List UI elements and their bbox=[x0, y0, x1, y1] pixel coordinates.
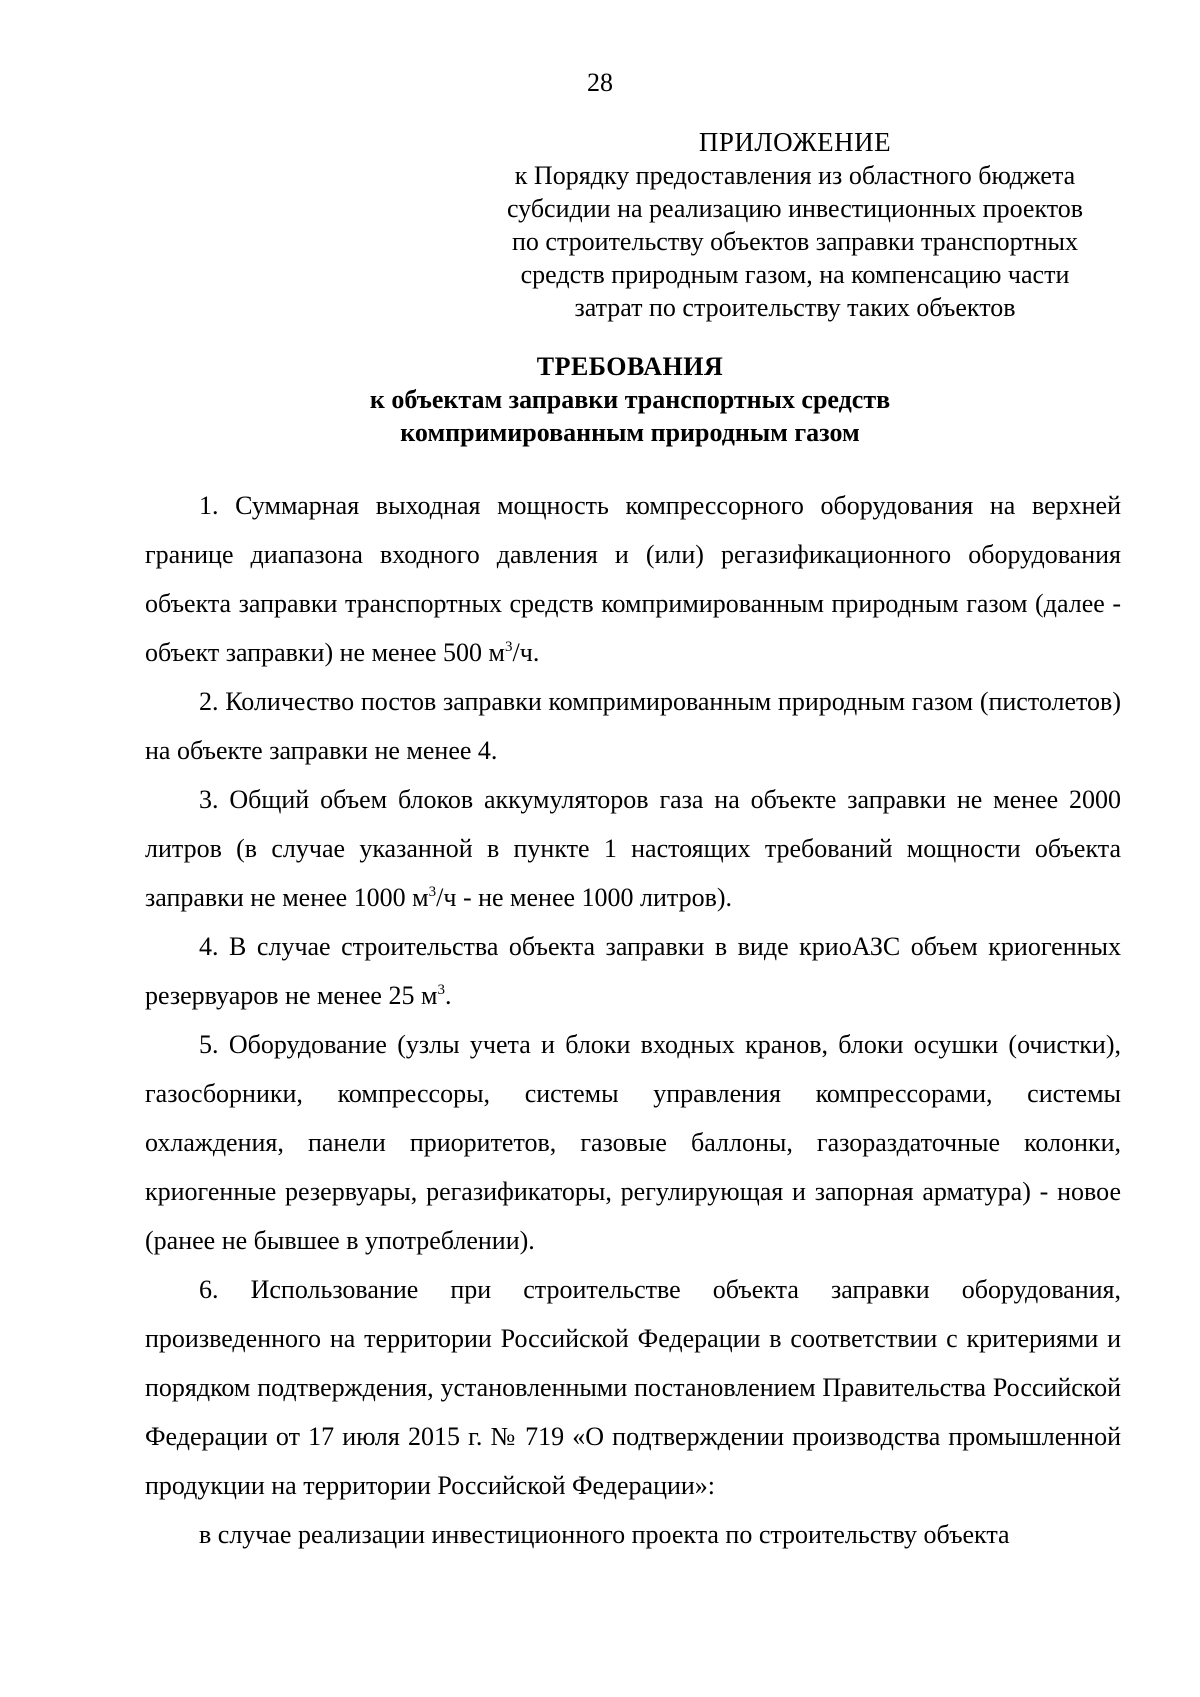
requirement-item-4 bbox=[145, 922, 1121, 1020]
appendix-block bbox=[465, 126, 1125, 324]
item-text: Использование при строительстве объекта заправки оборудования, произведенного на территории Российской Федерации в соответствии с критериями и порядком подтверждения, установленными постановлением Правительства Российской Федерации от 17 июля 2015 г. № 719 «О подтверждении производства промышленной продукции на территории Российской Федерации»: bbox=[145, 1275, 1122, 1500]
superscript: 3 bbox=[428, 884, 437, 900]
item-number: 2. bbox=[199, 687, 219, 716]
requirement-item-3 bbox=[145, 775, 1121, 922]
document-heading bbox=[140, 350, 1120, 449]
heading-subtitle-line-2: компримированным природным газом bbox=[400, 418, 860, 447]
item-text-tail: . bbox=[444, 981, 452, 1010]
heading-title: ТРЕБОВАНИЯ bbox=[536, 352, 724, 381]
superscript: 3 bbox=[437, 982, 445, 998]
appendix-line: по строительству объектов заправки транспортных bbox=[512, 227, 1078, 256]
requirement-item-1 bbox=[145, 481, 1121, 677]
item-number: 6. bbox=[199, 1275, 219, 1304]
appendix-line: затрат по строительству таких объектов bbox=[574, 293, 1016, 322]
page-number: 28 bbox=[587, 68, 613, 97]
item-text: Общий объем блоков аккумуляторов газа на объекте заправки не менее 2000 литров (в случае указанной в пункте 1 настоящих требований мощности объекта заправки не менее 1000 м bbox=[145, 785, 1121, 912]
item-text-tail: /ч - не менее 1000 литров). bbox=[436, 883, 733, 912]
item-number: 3. bbox=[199, 785, 219, 814]
item-text: Суммарная выходная мощность компрессорного оборудования на верхней границе диапазона входного давления и (или) регазификационного оборудования объекта заправки транспортных средств компримированным природным газом (далее - объект заправки) не менее 500 м bbox=[145, 491, 1121, 667]
item-number: 1. bbox=[199, 491, 219, 520]
item-text: Количество постов заправки компримированным природным газом (пистолетов) на объекте заправки не менее 4. bbox=[145, 687, 1121, 765]
requirement-item-6 bbox=[145, 1265, 1121, 1510]
appendix-line: к Порядку предоставления из областного бюджета bbox=[514, 161, 1076, 190]
continuation-paragraph: в случае реализации инвестиционного проекта по строительству объекта bbox=[199, 1520, 1010, 1549]
heading-subtitle-line-1: к объектам заправки транспортных средств bbox=[369, 385, 891, 414]
superscript: 3 bbox=[505, 639, 513, 655]
item-number: 5. bbox=[199, 1030, 219, 1059]
appendix-line: субсидии на реализацию инвестиционных проектов bbox=[506, 194, 1084, 223]
item-text-tail: /ч. bbox=[512, 638, 540, 667]
item-text: В случае строительства объекта заправки в виде криоАЗС объем криогенных резервуаров не менее 25 м bbox=[145, 932, 1122, 1010]
requirement-item-5 bbox=[145, 1020, 1121, 1265]
appendix-line: средств природным газом, на компенсацию части bbox=[520, 260, 1070, 289]
appendix-title: ПРИЛОЖЕНИЕ bbox=[698, 127, 892, 157]
item-number: 4. bbox=[199, 932, 219, 961]
item-text: Оборудование (узлы учета и блоки входных кранов, блоки осушки (очистки), газосборники, компрессоры, системы управления компрессорами, системы охлаждения, панели приоритетов, газовые баллоны, газораздаточные колонки, криогенные резервуары, регазификаторы, регулирующая и запорная арматура) - новое (ранее не бывшее в употреблении). bbox=[145, 1030, 1121, 1255]
requirements-body bbox=[145, 481, 1121, 1559]
requirement-item-2 bbox=[145, 677, 1121, 775]
